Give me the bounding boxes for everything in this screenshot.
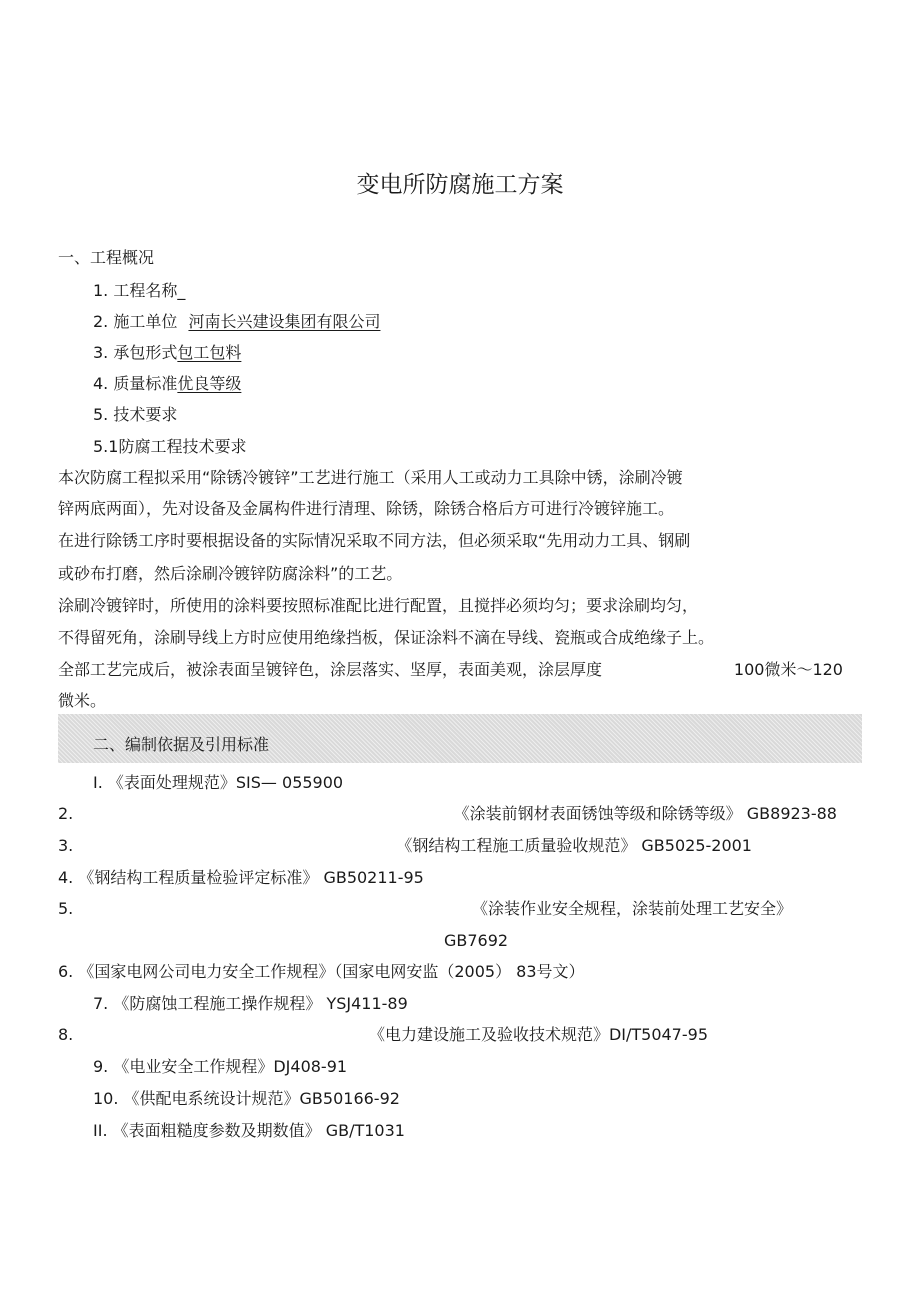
standard-item-number: 5. (58, 899, 74, 918)
standard-item: II. 《表面粗糙度参数及期数值》 GB/T1031 (93, 1121, 405, 1140)
section1-heading: 一、工程概况 (58, 248, 155, 267)
item-contract-form-value: 包工包料 (177, 343, 242, 362)
paragraph-line: 全部工艺完成后，被涂表面呈镀锌色，涂层落实、坚厚，表面美观，涂层厚度 (58, 660, 603, 679)
standard-item-code: GB7692 (444, 931, 509, 950)
item-contractor (93, 312, 380, 332)
item-quality-standard-value: 优良等级 (177, 374, 242, 393)
paragraph-line: 在进行除锈工序时要根据设备的实际情况采取不同方法，但必须采取“先用动力工具、钢刷 (58, 531, 691, 550)
standard-item: 7. 《防腐蚀工程施工操作规程》 YSJ411-89 (93, 994, 408, 1013)
standard-item: 9. 《电业安全工作规程》DJ408-91 (93, 1057, 348, 1076)
standard-item-number: 3. (58, 836, 74, 855)
paragraph-line: 不得留死角，涂刷导线上方时应使用绝缘挡板，保证涂料不滴在导线、瓷瓶或合成绝缘子上。 (58, 628, 715, 647)
page-title: 变电所防腐施工方案 (356, 172, 564, 198)
paragraph-line: 微米。 (58, 691, 107, 710)
paragraph-line: 涂刷冷镀锌时，所使用的涂料要按照标准配比进行配置，且搅拌必须均匀；要求涂刷均匀， (58, 596, 699, 615)
item-quality-standard-label: 4. 质量标准 (93, 374, 178, 393)
item-contract-form (93, 343, 241, 363)
standard-item: I. 《表面处理规范》SIS— 055900 (93, 773, 344, 792)
item-contractor-value: 河南长兴建设集团有限公司 (188, 312, 381, 331)
item-contract-form-label: 3. 承包形式 (93, 343, 178, 362)
paragraph-thickness-value: 100微米～120 (733, 660, 843, 679)
item-tech-requirements: 5. 技术要求 (93, 405, 178, 424)
section2-heading: 二、编制依据及引用标准 (93, 735, 270, 754)
standard-item: 4. 《钢结构工程质量检验评定标准》 GB50211-95 (58, 868, 424, 887)
standard-item: 《电力建设施工及验收技术规范》DI/T5047-95 (368, 1025, 708, 1044)
paragraph-line: 或砂布打磨，然后涂刷冷镀锌防腐涂料”的工艺。 (58, 564, 403, 583)
item-contractor-label: 2. 施工单位 (93, 312, 178, 331)
standard-item: 6. 《国家电网公司电力安全工作规程》（国家电网安监（2005） 83号文） (58, 962, 585, 981)
item-anticorrosion-requirements: 5.1防腐工程技术要求 (93, 437, 247, 456)
standard-item: 《涂装作业安全规程，涂装前处理工艺安全》 (471, 899, 792, 918)
standard-item: 《涂装前钢材表面锈蚀等级和除锈等级》 GB8923-88 (453, 804, 837, 823)
standard-item-number: 8. (58, 1025, 74, 1044)
item-project-name: 1. 工程名称_ (93, 281, 186, 300)
paragraph-line: 本次防腐工程拟采用“除锈冷镀锌”工艺进行施工（采用人工或动力工具除中锈，涂刷冷镀 (58, 468, 683, 487)
standard-item: 《钢结构工程施工质量验收规范》 GB5025-2001 (396, 836, 752, 855)
item-quality-standard (93, 374, 241, 394)
standard-item-number: 2. (58, 804, 74, 823)
paragraph-line: 锌两底两面），先对设备及金属构件进行清理、除锈，除锈合格后方可进行冷镀锌施工。 (58, 499, 675, 518)
standard-item: 10. 《供配电系统设计规范》GB50166-92 (93, 1089, 400, 1108)
